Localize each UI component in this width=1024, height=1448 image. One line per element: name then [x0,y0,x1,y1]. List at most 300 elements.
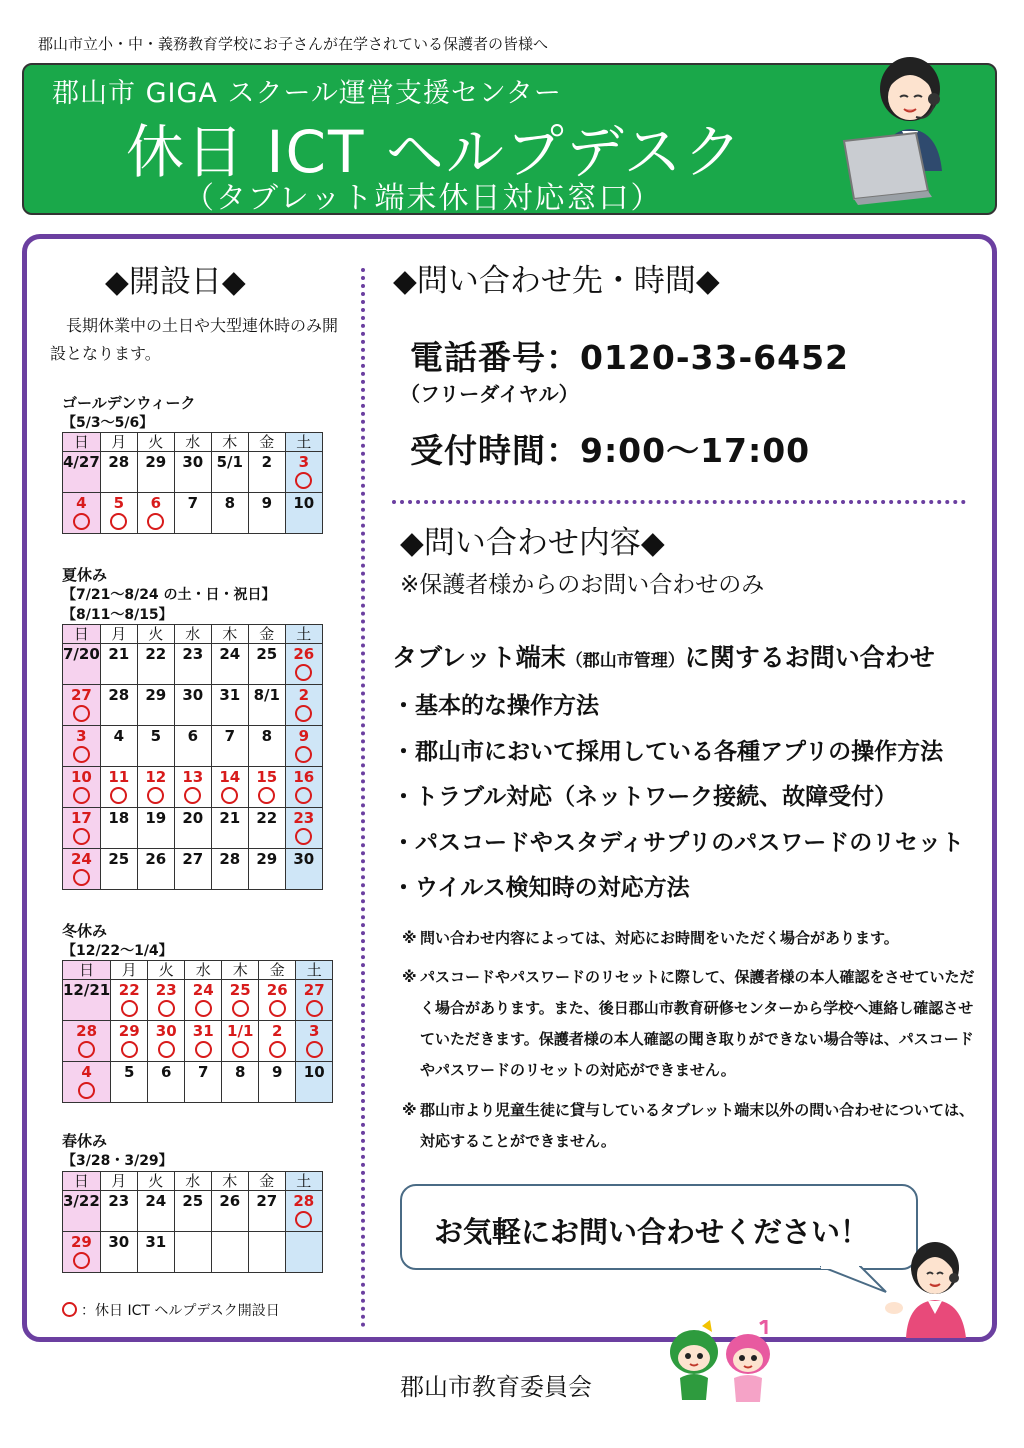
inquiry-title: ◆問い合わせ内容◆ [400,525,665,561]
calendar-day-cell [285,452,322,493]
day-number: 27 [70,686,92,704]
day-number: 30 [293,850,315,868]
day-number: 27 [256,1192,278,1210]
calendar-day-cell [137,726,174,767]
day-number: 29 [145,453,167,471]
calendar-spring [62,1171,323,1273]
open-day-circle-icon [73,1252,90,1269]
calendar-day-cell [211,767,248,808]
calendar-day-cell [174,849,211,890]
calendar-day-cell [211,808,248,849]
open-day-circle-icon [73,746,90,763]
day-number: 5/1 [216,453,243,471]
open-day-circle-icon [158,1000,175,1017]
calendar-title: 春休み [62,1132,108,1150]
tablet-heading-part: タブレット端末 [392,643,566,672]
day-number: 10 [70,768,92,786]
footnote [402,962,987,1086]
horizontal-divider [392,500,966,504]
day-number: 31 [219,686,241,704]
inquiry-note: ※保護者様からのお問い合わせのみ [400,572,765,598]
contact-title: ◆問い合わせ先・時間◆ [393,263,720,299]
calendar-day-cell [63,685,101,726]
weekday-header: 金 [259,961,296,980]
day-number: 24 [192,981,214,999]
calendar-title: 夏休み [62,566,108,584]
calendar-day-cell [100,1232,137,1273]
day-number: 21 [108,645,130,663]
calendar-day-cell [296,980,333,1021]
calendar-day-cell [137,452,174,493]
calendar-range: 【3/28・3/29】 [62,1153,173,1169]
calendar-winter [62,960,333,1103]
weekday-header: 月 [100,433,137,452]
calendar-day-cell [137,808,174,849]
calendar-week-row [63,1021,333,1062]
calendar-day-cell [185,1021,222,1062]
weekday-header: 火 [137,1172,174,1191]
open-day-circle-icon [184,787,201,804]
calendar-day-cell [248,726,285,767]
weekday-header: 土 [296,961,333,980]
weekday-header: 土 [285,433,322,452]
day-number: 22 [256,809,278,827]
calendar-week-row [63,493,323,534]
open-day-circle-icon [295,828,312,845]
calendar-week-row [63,1232,323,1273]
calendar-day-cell [222,1062,259,1103]
weekday-header: 水 [185,961,222,980]
day-number: 7 [224,727,236,745]
day-number: 8 [224,494,236,512]
calendar-day-cell [111,980,148,1021]
weekday-header: 水 [174,625,211,644]
day-number: 8/1 [253,686,280,704]
day-number: 11 [108,768,130,786]
vertical-divider [361,268,365,1328]
open-day-circle-icon [306,1041,323,1058]
calendar-day-cell [100,685,137,726]
calendar-day-cell [259,980,296,1021]
footnote-text: パスコードやパスワードのリセットに際して、保護者様の本人確認をさせていただく場合があります。また、後日郡山市教育研修センターから学校へ連絡し確認させていただきます。保護者様の本人確認の聞き取りができない場合等は、パスコードやパスワードのリセットの対応ができません。 [420,968,975,1079]
open-day-circle-icon [158,1041,175,1058]
calendar-day-cell [222,980,259,1021]
day-number: 26 [219,1192,241,1210]
calendar-range: 【5/3～5/6】 [62,415,154,431]
weekday-header: 日 [63,1172,101,1191]
day-number: 7/20 [63,645,100,663]
list-item: ・パスコードやスタディサプリのパスワードのリセット [392,829,965,856]
day-number: 28 [108,453,130,471]
day-number: 4 [81,1063,92,1081]
calendar-day-cell [174,493,211,534]
calendar-day-cell [63,493,101,534]
day-number: 18 [108,809,130,827]
open-day-circle-icon [195,1000,212,1017]
day-number: 23 [293,809,315,827]
calendar-day-cell [285,808,322,849]
day-number: 17 [70,809,92,827]
calendar-title: ゴールデンウィーク [62,394,196,412]
day-number: 2 [298,686,310,704]
open-day-circle-icon [110,513,127,530]
day-number: 14 [219,768,241,786]
weekday-header: 水 [174,1172,211,1191]
day-number: 28 [293,1192,315,1210]
weekday-header: 月 [111,961,148,980]
calendar-day-cell [211,726,248,767]
audience-note: 郡山市立小・中・義務教育学校にお子さんが在学されている保護者の皆様へ [38,35,549,53]
day-number: 30 [182,453,204,471]
calendar-day-cell [248,493,285,534]
calendar-day-cell [63,644,101,685]
calendar-week-row [63,644,323,685]
day-number: 21 [219,809,241,827]
mascot-characters-illustration [662,1320,780,1408]
calendar-legend [62,1300,280,1320]
weekday-header: 土 [285,1172,322,1191]
footnote-text: 問い合わせ内容によっては、対応にお時間をいただく場合があります。 [420,929,899,947]
weekday-header: 木 [211,625,248,644]
calendar-week-row [63,980,333,1021]
calendar-day-cell [63,849,101,890]
day-number: 29 [70,1233,92,1251]
calendar-day-cell [137,644,174,685]
open-day-circle-icon [121,1041,138,1058]
day-number: 15 [256,768,278,786]
day-number: 12/21 [63,981,111,999]
calendar-day-cell [63,726,101,767]
day-number: 22 [118,981,140,999]
calendar-day-cell [211,1191,248,1232]
open-day-circle-icon [121,1000,138,1017]
operator-with-laptop-illustration [824,51,974,211]
legend-label: ：休日 ICT ヘルプデスク開設日 [81,1303,280,1319]
calendar-day-cell [63,1191,101,1232]
day-number: 28 [219,850,241,868]
day-number: 30 [108,1233,130,1251]
calendar-day-cell [211,644,248,685]
speech-bubble-text: お気軽にお問い合わせください！ [434,1215,870,1249]
day-number: 5 [124,1063,135,1081]
opening-days-note: 長期休業中の土日や大型連休時のみ開設となります。 [50,316,339,363]
day-number: 8 [261,727,273,745]
calendar-day-cell [285,726,322,767]
day-number: 12 [145,768,167,786]
weekday-header: 日 [63,433,101,452]
calendar-day-cell [63,980,111,1021]
day-number: 7 [198,1063,209,1081]
weekday-header: 木 [222,961,259,980]
day-number: 28 [76,1022,98,1040]
calendar-day-cell [100,726,137,767]
calendar-day-cell [137,849,174,890]
calendar-day-cell [137,1191,174,1232]
day-number: 19 [145,809,167,827]
day-number: 26 [293,645,315,663]
day-number: 29 [256,850,278,868]
open-day-circle-icon [73,513,90,530]
day-number: 23 [182,645,204,663]
weekday-header: 木 [211,1172,248,1191]
weekday-header: 金 [248,433,285,452]
open-day-circle-icon [147,787,164,804]
calendar-week-row [63,849,323,890]
calendar-day-cell [285,685,322,726]
weekday-header: 火 [148,961,185,980]
calendar-day-cell [148,1062,185,1103]
weekday-header: 水 [174,433,211,452]
calendar-day-cell [285,644,322,685]
calendar-day-cell [174,1191,211,1232]
day-number: 22 [145,645,167,663]
calendar-day-cell [285,1232,322,1273]
day-number: 31 [145,1233,167,1251]
open-day-circle-icon [269,1000,286,1017]
calendar-day-cell [259,1021,296,1062]
weekday-header: 木 [211,433,248,452]
calendar-day-cell [285,849,322,890]
footnote [402,1095,987,1157]
calendar-week-row [63,726,323,767]
calendar-day-cell [248,767,285,808]
weekday-header: 火 [137,625,174,644]
footnote-text: 郡山市より児童生徒に貸与しているタブレット端末以外の問い合わせについては、対応することができません。 [420,1101,974,1150]
calendar-title: 冬休み [62,922,108,940]
banner-subtitle: 郡山市 GIGA スクール運営支援センター [52,78,562,109]
calendar-day-cell [296,1021,333,1062]
calendar-day-cell [63,767,101,808]
calendar-day-cell [259,1062,296,1103]
calendar-day-cell [63,1062,111,1103]
day-number: 10 [293,494,315,512]
calendar-day-cell [248,1232,285,1273]
open-day-circle-icon [232,1041,249,1058]
day-number: 23 [155,981,177,999]
calendar-day-cell [137,767,174,808]
calendar-day-cell [111,1021,148,1062]
calendar-day-cell [174,1232,211,1273]
open-day-circle-icon [232,1000,249,1017]
day-number: 9 [272,1063,283,1081]
day-number: 25 [182,1192,204,1210]
footnote [402,923,987,954]
list-item: ・ウイルス検知時の対応方法 [392,875,690,901]
day-number: 1/1 [227,1022,254,1040]
day-number: 29 [118,1022,140,1040]
calendar-day-cell [174,644,211,685]
weekday-header: 火 [137,433,174,452]
calendar-day-cell [100,644,137,685]
list-item: ・基本的な操作方法 [392,693,599,719]
calendar-week-row [63,808,323,849]
tablet-inquiry-heading [392,638,935,674]
day-number: 3 [309,1022,320,1040]
banner-title: 休日 ICT ヘルプデスク [126,118,744,186]
publisher-name: 郡山市教育委員会 [400,1373,592,1401]
day-number: 5 [150,727,162,745]
day-number: 27 [182,850,204,868]
calendar-day-cell [148,1021,185,1062]
calendar-day-cell [111,1062,148,1103]
open-day-circle-icon [73,869,90,886]
day-number: 25 [256,645,278,663]
list-item: ・トラブル対応（ネットワーク接続、故障受付） [392,784,898,810]
calendar-week-row [63,1062,333,1103]
calendar-week-row [63,685,323,726]
free-dial-note: （フリーダイヤル） [400,382,579,406]
calendar-week-row [63,767,323,808]
day-number: 6 [150,494,162,512]
day-number: 31 [192,1022,214,1040]
calendar-day-cell [100,452,137,493]
calendar-day-cell [63,1232,101,1273]
operator-illustration [880,1238,985,1338]
day-number: 3 [298,453,310,471]
banner-caption: （タブレット端末休日対応窓口） [184,181,663,216]
inquiry-items [392,684,964,912]
calendar-day-cell [248,452,285,493]
day-number: 29 [145,686,167,704]
day-number: 3/22 [63,1192,100,1210]
calendar-day-cell [185,980,222,1021]
calendar-summer [62,624,323,890]
calendar-day-cell [211,849,248,890]
day-number: 23 [108,1192,130,1210]
title-banner [22,63,997,215]
day-number: 26 [145,850,167,868]
day-number: 24 [219,645,241,663]
weekday-header: 月 [100,625,137,644]
calendar-week-row [63,1191,323,1232]
calendar-day-cell [248,644,285,685]
day-number: 24 [70,850,92,868]
open-day-circle-icon [295,705,312,722]
open-day-circle-icon [258,787,275,804]
calendar-day-cell [211,1232,248,1273]
day-number: 9 [298,727,310,745]
day-number: 8 [235,1063,246,1081]
calendar-day-cell [296,1062,333,1103]
calendar-day-cell [174,726,211,767]
day-number: 20 [182,809,204,827]
day-number: 28 [108,686,130,704]
calendar-day-cell [63,808,101,849]
open-day-circle-icon [78,1082,95,1099]
open-day-circle-icon [195,1041,212,1058]
day-number: 26 [266,981,288,999]
calendar-range: 【8/11～8/15】 [62,607,173,623]
calendar-day-cell [137,1232,174,1273]
day-number: 4 [76,494,87,512]
day-number: 6 [187,727,199,745]
calendar-day-cell [248,849,285,890]
calendar-day-cell [100,849,137,890]
day-number: 2 [272,1022,283,1040]
open-day-circle-icon [73,787,90,804]
calendar-day-cell [100,767,137,808]
day-number: 25 [229,981,251,999]
weekday-header: 金 [248,1172,285,1191]
open-day-circle-icon [269,1041,286,1058]
calendar-day-cell [174,767,211,808]
list-item: ・郡山市において採用している各種アプリの操作方法 [392,738,944,765]
open-day-circle-icon [295,664,312,681]
calendar-day-cell [100,493,137,534]
day-number: 24 [145,1192,167,1210]
open-day-circle-icon [110,787,127,804]
calendar-day-cell [100,1191,137,1232]
calendar-day-cell [148,980,185,1021]
calendar-day-cell [222,1021,259,1062]
day-number: 5 [113,494,125,512]
calendar-day-cell [137,493,174,534]
open-day-circle-icon [78,1041,95,1058]
calendar-range: 【7/21～8/24 の土・日・祝日】 [62,587,276,603]
opening-days-title: ◆開設日◆ [105,264,246,300]
day-number: 30 [155,1022,177,1040]
day-number: 4/27 [63,453,100,471]
day-number: 30 [182,686,204,704]
open-day-circle-icon [295,1211,312,1228]
day-number: 2 [261,453,273,471]
calendar-day-cell [63,452,101,493]
open-day-circle-icon [62,1302,77,1317]
calendar-day-cell [174,452,211,493]
day-number: 4 [113,727,125,745]
footnote-mark: ※ [402,968,417,986]
calendar-day-cell [211,493,248,534]
open-day-circle-icon [221,787,238,804]
calendar-day-cell [211,452,248,493]
open-day-circle-icon [295,746,312,763]
calendar-day-cell [63,1021,111,1062]
day-number: 9 [261,494,273,512]
day-number: 16 [293,768,315,786]
open-day-circle-icon [306,1000,323,1017]
calendar-day-cell [285,493,322,534]
open-day-circle-icon [295,787,312,804]
calendar-day-cell [137,685,174,726]
weekday-header: 日 [63,625,101,644]
day-number: 27 [303,981,325,999]
calendar-day-cell [285,767,322,808]
calendar-day-cell [174,808,211,849]
open-day-circle-icon [147,513,164,530]
calendar-range: 【12/22～1/4】 [62,943,173,959]
calendar-day-cell [174,685,211,726]
day-number: 6 [161,1063,172,1081]
day-number: 25 [108,850,130,868]
weekday-header: 土 [285,625,322,644]
day-number: 10 [303,1063,325,1081]
calendar-day-cell [185,1062,222,1103]
day-number: 7 [187,494,199,512]
footnote-mark: ※ [402,929,417,947]
day-number: 13 [182,768,204,786]
phone-number: 電話番号：0120-33-6452 [410,338,850,377]
open-day-circle-icon [73,705,90,722]
open-day-circle-icon [73,828,90,845]
day-number: 3 [76,727,87,745]
calendar-day-cell [248,685,285,726]
open-day-circle-icon [295,472,312,489]
footnote-mark: ※ [402,1101,417,1119]
reception-hours: 受付時間：9:00～17:00 [410,431,811,470]
calendar-golden-week [62,432,323,534]
calendar-week-row [63,452,323,493]
calendar-day-cell [285,1191,322,1232]
